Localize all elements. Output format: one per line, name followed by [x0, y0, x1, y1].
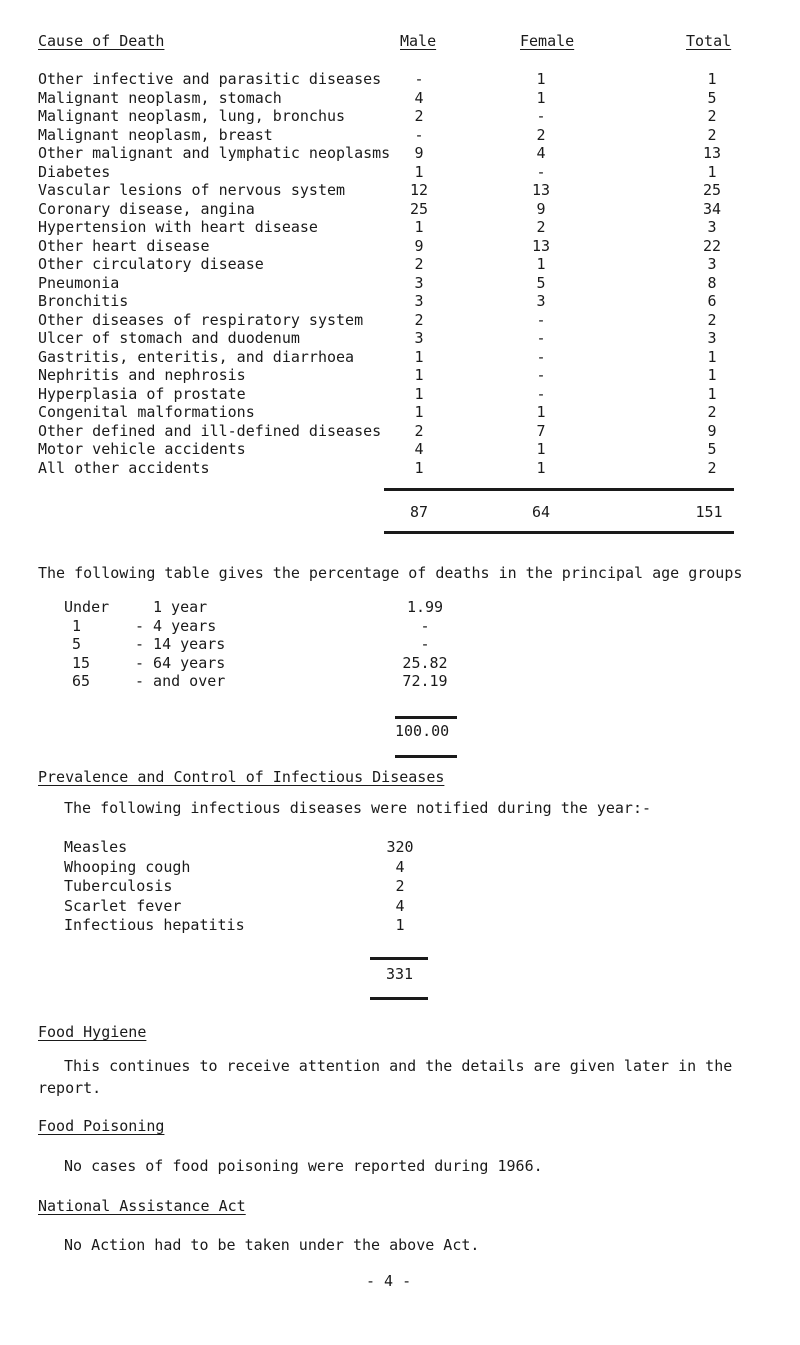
- female-cell: -: [536, 162, 546, 181]
- female-cell: 1: [536, 70, 546, 88]
- age-total-top-rule: [395, 716, 457, 719]
- cause-cell: Gastritis, enteritis, and diarrhoea: [38, 347, 355, 366]
- total-cell: 3: [707, 329, 717, 347]
- male-cell: 3: [414, 292, 424, 310]
- age-from: 5: [72, 635, 82, 654]
- total-cell: 13: [702, 144, 722, 162]
- table-row: [0, 218, 800, 238]
- disease-name: Measles: [64, 838, 128, 856]
- male-cell: -: [414, 70, 424, 88]
- infectious-total-bottom-rule: [370, 997, 428, 1000]
- age-percent: 25.82: [402, 653, 448, 672]
- female-cell: -: [536, 329, 546, 347]
- totals-bottom-rule: [384, 531, 734, 534]
- total-cell: 2: [707, 458, 717, 477]
- cause-cell: Pneumonia: [38, 273, 120, 292]
- cause-cell: Other infective and parasitic diseases: [38, 70, 382, 88]
- age-percent: -: [420, 635, 430, 654]
- female-cell: 13: [531, 181, 551, 199]
- female-cell: 2: [536, 125, 546, 144]
- total-male: 87: [409, 503, 429, 521]
- male-cell: -: [414, 125, 424, 144]
- age-percent: 1.99: [406, 598, 444, 616]
- total-cell: 2: [707, 107, 717, 125]
- table-row: [0, 292, 800, 312]
- female-cell: -: [536, 384, 546, 403]
- cause-cell: Other defined and ill-defined diseases: [38, 421, 382, 440]
- age-to: 1 year: [153, 598, 208, 616]
- female-cell: 3: [536, 292, 546, 310]
- total-cell: 5: [707, 440, 717, 458]
- cause-cell: Nephritis and nephrosis: [38, 366, 246, 384]
- national-assistance-heading: National Assistance Act: [38, 1197, 246, 1215]
- male-cell: 3: [414, 329, 424, 347]
- total-cell: 1: [707, 162, 717, 181]
- age-percent: 72.19: [402, 672, 448, 691]
- female-cell: -: [536, 107, 546, 125]
- table-row: [0, 144, 800, 164]
- total-cell: 34: [702, 199, 722, 218]
- table-row: [0, 311, 800, 331]
- total-cell: 2: [707, 403, 717, 421]
- national-assistance-text: No Action had to be taken under the above Act.: [64, 1236, 480, 1254]
- female-cell: -: [536, 347, 546, 366]
- table-row: [0, 89, 800, 109]
- total-female: 64: [531, 503, 551, 521]
- disease-name: Infectious hepatitis: [64, 916, 245, 934]
- total-cell: 8: [707, 273, 717, 292]
- food-poisoning-text: No cases of food poisoning were reported during 1966.: [64, 1157, 543, 1175]
- total-cell: 1: [707, 70, 717, 88]
- table-row: [0, 237, 800, 257]
- header-cause: Cause of Death: [38, 32, 165, 50]
- female-cell: 2: [536, 218, 546, 236]
- infectious-total-top-rule: [370, 957, 428, 960]
- total-cell: 22: [702, 236, 722, 255]
- table-row: [0, 70, 800, 90]
- table-row: [0, 181, 800, 201]
- male-cell: 9: [414, 236, 424, 255]
- disease-count: 320: [386, 838, 414, 856]
- totals-row: [0, 503, 800, 523]
- female-cell: 1: [536, 403, 546, 421]
- cause-cell: Malignant neoplasm, breast: [38, 125, 273, 144]
- header-female: Female: [520, 32, 575, 50]
- age-groups-intro: The following table gives the percentage of deaths in the principal age groups: [38, 564, 743, 582]
- disease-count: 4: [395, 896, 405, 915]
- table-row: [0, 200, 800, 220]
- age-from: Under: [64, 598, 110, 616]
- table-row: [0, 107, 800, 127]
- disease-name: Tuberculosis: [64, 877, 173, 895]
- total-cell: 9: [707, 421, 717, 440]
- age-total: 100.00: [395, 722, 450, 740]
- age-total-bottom-rule: [395, 755, 457, 758]
- female-cell: 7: [536, 421, 546, 440]
- disease-name: Whooping cough: [64, 857, 191, 876]
- table-row: [0, 126, 800, 146]
- total-cell: 3: [707, 218, 717, 236]
- cause-cell: Motor vehicle accidents: [38, 440, 246, 458]
- table-row: [0, 255, 800, 275]
- total-cell: 6: [707, 292, 717, 310]
- cause-cell: Other diseases of respiratory system: [38, 310, 364, 329]
- male-cell: 1: [414, 162, 424, 181]
- cause-cell: Other heart disease: [38, 236, 210, 255]
- female-cell: 5: [536, 273, 546, 292]
- food-hygiene-heading: Food Hygiene: [38, 1023, 147, 1041]
- table-row: [0, 348, 800, 368]
- male-cell: 25: [409, 199, 429, 218]
- total-all: 151: [695, 503, 723, 521]
- male-cell: 2: [414, 255, 424, 273]
- male-cell: 1: [414, 366, 424, 384]
- age-to: - and over: [135, 672, 226, 691]
- cause-cell: Coronary disease, angina: [38, 199, 255, 218]
- cause-cell: Malignant neoplasm, stomach: [38, 88, 282, 107]
- female-cell: 9: [536, 199, 546, 218]
- table-row: [0, 366, 800, 386]
- cause-cell: Hyperplasia of prostate: [38, 384, 246, 403]
- male-cell: 1: [414, 458, 424, 477]
- cause-cell: Congenital malformations: [38, 403, 255, 421]
- total-cell: 2: [707, 310, 717, 329]
- page-number: - 4 -: [366, 1272, 412, 1290]
- cause-cell: Hypertension with heart disease: [38, 218, 318, 236]
- cause-cell: Bronchitis: [38, 292, 129, 310]
- age-to: - 64 years: [135, 653, 226, 672]
- female-cell: 13: [531, 236, 551, 255]
- totals-top-rule: [384, 488, 734, 491]
- table-row: [0, 385, 800, 405]
- female-cell: 1: [536, 255, 546, 273]
- table-row: [0, 163, 800, 183]
- disease-name: Scarlet fever: [64, 896, 182, 915]
- cause-cell: Other circulatory disease: [38, 255, 264, 273]
- age-from: 65: [72, 672, 91, 691]
- table-row: [0, 422, 800, 442]
- total-cell: 25: [702, 181, 722, 199]
- total-cell: 2: [707, 125, 717, 144]
- total-cell: 3: [707, 255, 717, 273]
- age-percent: -: [420, 616, 430, 635]
- header-male: Male: [400, 32, 437, 50]
- female-cell: -: [536, 366, 546, 384]
- food-poisoning-heading: Food Poisoning: [38, 1117, 165, 1135]
- header-total: Total: [686, 32, 732, 50]
- male-cell: 4: [414, 440, 424, 458]
- male-cell: 3: [414, 273, 424, 292]
- male-cell: 2: [414, 310, 424, 329]
- age-from: 1: [72, 616, 82, 635]
- total-cell: 1: [707, 384, 717, 403]
- total-cell: 1: [707, 366, 717, 384]
- table-row: [0, 329, 800, 349]
- table-row: [0, 274, 800, 294]
- cause-cell: Other malignant and lymphatic neoplasms: [38, 144, 391, 162]
- age-to: - 14 years: [135, 635, 226, 654]
- infectious-total: 331: [386, 965, 414, 983]
- female-cell: 1: [536, 440, 546, 458]
- male-cell: 1: [414, 218, 424, 236]
- cause-cell: Vascular lesions of nervous system: [38, 181, 346, 199]
- disease-count: 2: [395, 877, 405, 895]
- table-row: [0, 403, 800, 423]
- age-to: - 4 years: [135, 616, 217, 635]
- male-cell: 2: [414, 107, 424, 125]
- male-cell: 9: [414, 144, 424, 162]
- disease-count: 1: [395, 916, 405, 934]
- male-cell: 4: [414, 88, 424, 107]
- food-hygiene-text: This continues to receive attention and the details are given later in the report.: [38, 1057, 733, 1097]
- female-cell: -: [536, 310, 546, 329]
- female-cell: 1: [536, 88, 546, 107]
- cause-cell: All other accidents: [38, 458, 210, 477]
- female-cell: 4: [536, 144, 546, 162]
- table-row: [0, 459, 800, 479]
- female-cell: 1: [536, 458, 546, 477]
- infectious-intro: The following infectious diseases were notified during the year:-: [64, 799, 651, 817]
- total-cell: 1: [707, 347, 717, 366]
- cause-cell: Diabetes: [38, 162, 111, 181]
- cause-cell: Ulcer of stomach and duodenum: [38, 329, 300, 347]
- male-cell: 1: [414, 347, 424, 366]
- male-cell: 1: [414, 384, 424, 403]
- disease-count: 4: [395, 857, 405, 876]
- table-row: [0, 440, 800, 460]
- male-cell: 2: [414, 421, 424, 440]
- male-cell: 1: [414, 403, 424, 421]
- total-cell: 5: [707, 88, 717, 107]
- infectious-heading: Prevalence and Control of Infectious Diseases: [38, 768, 445, 786]
- age-from: 15: [72, 653, 91, 672]
- cause-cell: Malignant neoplasm, lung, bronchus: [38, 107, 346, 125]
- male-cell: 12: [409, 181, 429, 199]
